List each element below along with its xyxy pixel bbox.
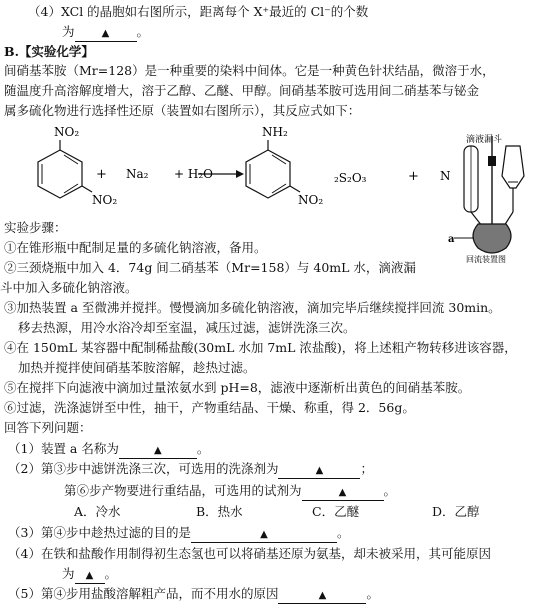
q4-text: 为 bbox=[62, 566, 75, 581]
step-1: ①在锥形瓶中配制足量的多硫化钠溶液，备用。 bbox=[4, 240, 267, 255]
answer-blank[interactable] bbox=[75, 27, 137, 42]
q2b-text: 第⑥步产物要进行重结晶，可选用的试剂为 bbox=[64, 483, 302, 498]
product-top-group: NH₂ bbox=[262, 125, 288, 139]
product-bottom-group: NO₂ bbox=[298, 193, 324, 207]
section-heading: B.【实验化学】 bbox=[4, 44, 94, 59]
triangle-marker-icon: ▲ bbox=[85, 570, 94, 581]
step-5: ⑤在搅拌下向滤液中滴加过量浓氨水到 pH=8，滤液中逐渐析出黄色的间硝基苯胺。 bbox=[4, 380, 471, 395]
reagent-water: + H₂O bbox=[174, 167, 213, 181]
question-4-line1: （4）在铁和盐酸作用制得初生态氢也可以将硝基还原为氨基，却未被采用，其可能原因 bbox=[8, 546, 491, 561]
three-neck-flask-icon bbox=[473, 224, 511, 253]
option-c[interactable]: C．乙醚 bbox=[312, 504, 360, 519]
reflux-apparatus-figure bbox=[448, 132, 552, 264]
flask-label: a bbox=[448, 234, 455, 245]
reactant-top-group: NO₂ bbox=[54, 125, 80, 139]
q4-top-prefix: 为 bbox=[62, 24, 75, 39]
triangle-marker-icon: ▲ bbox=[338, 487, 347, 498]
step-4-cont: 加热并搅拌使间硝基苯胺溶解，趁热过滤。 bbox=[18, 360, 256, 375]
q2-text: （2）第③步中滤饼洗涤三次，可选用的洗涤剂为 bbox=[8, 461, 279, 476]
reaction-scheme bbox=[0, 122, 460, 222]
byproduct: ₂S₂O₃ bbox=[334, 171, 367, 185]
q3-answer-blank[interactable] bbox=[191, 528, 337, 543]
q5-text: （5）第④步用盐酸溶解粗产品，而不用水的原因 bbox=[8, 586, 279, 601]
answer-title: 回答下列问题： bbox=[4, 420, 92, 435]
q2b-suffix: 。 bbox=[383, 483, 397, 498]
intro-line-2: 随温度升高溶解度增大，溶于乙醇、乙醚、甲醇。间硝基苯胺可选用间二硝基苯与铋金 bbox=[4, 83, 480, 98]
intro-line-3: 属多硫化物进行选择性还原（装置如右图所示），其反应式如下： bbox=[4, 103, 361, 118]
q4-top-suffix: 。 bbox=[136, 24, 150, 39]
question-2 bbox=[8, 461, 373, 479]
option-b[interactable]: B．热水 bbox=[196, 504, 243, 519]
option-d[interactable]: D．乙醇 bbox=[432, 504, 480, 519]
q4-answer-blank[interactable] bbox=[75, 569, 105, 584]
q4-top-line2 bbox=[62, 24, 149, 42]
intro-line-1: 间硝基苯胺（Mr=128）是一种重要的染料中间体。它是一种黄色针状结晶，微溶于水， bbox=[4, 63, 495, 78]
q5-suffix: 。 bbox=[366, 586, 379, 601]
q3-text: （3）第④步中趁热过滤的目的是 bbox=[8, 525, 191, 540]
m-nitroaniline-structure bbox=[246, 125, 323, 207]
triangle-marker-icon: ▲ bbox=[101, 28, 110, 39]
q1-text: （1）装置 a 名称为 bbox=[8, 441, 119, 456]
q5-answer-blank[interactable] bbox=[278, 589, 366, 604]
arrow-head-icon bbox=[236, 170, 244, 178]
q3-suffix: 。 bbox=[336, 525, 350, 540]
q2-suffix: ； bbox=[360, 461, 373, 476]
triangle-marker-icon: ▲ bbox=[260, 529, 268, 540]
plus-sign: + bbox=[96, 167, 107, 182]
question-2b bbox=[64, 483, 396, 501]
step-4: ④在 150mL 某容器中配制稀盐酸(30mL 水加 7mL 浓盐酸)，将上述粗产物转移进该容器， bbox=[4, 340, 517, 355]
triangle-marker-icon: ▲ bbox=[154, 445, 162, 456]
step-3-cont: 移去热源，用冷水浴冷却至室温，减压过滤，滤饼洗涤三次。 bbox=[18, 320, 356, 335]
reagent-sodium: Na₂ bbox=[126, 167, 149, 181]
question-4-line2 bbox=[62, 566, 117, 584]
q1-answer-blank[interactable] bbox=[119, 444, 197, 459]
steps-title: 实验步骤： bbox=[4, 220, 67, 235]
plus-sign-2: + bbox=[408, 169, 419, 184]
step-6: ⑥过滤，洗涤滤饼至中性，抽干，产物重结晶、干燥、称重，得 2．56g。 bbox=[4, 400, 415, 415]
funnel-label: 滴液漏斗 bbox=[466, 135, 503, 145]
q2-answer-blank[interactable] bbox=[278, 464, 360, 479]
q4-suffix: 。 bbox=[104, 566, 118, 581]
step-2: ②三颈烧瓶中加入 4．74g 间二硝基苯（Mr=158）与 40mL 水，滴液漏 bbox=[4, 260, 416, 275]
question-3 bbox=[8, 525, 349, 543]
question-1 bbox=[8, 441, 209, 459]
apparatus-caption: 回流装置图 bbox=[466, 255, 506, 264]
q4-top-line1: （4）XCl 的晶胞如右图所示，距离每个 X⁺最近的 Cl⁻的个数 bbox=[28, 4, 369, 19]
step-3: ③加热装置 a 至微沸并搅拌。慢慢滴加多硫化钠溶液，滴加完毕后继续搅拌回流 30min。 bbox=[4, 300, 501, 315]
question-5 bbox=[8, 586, 379, 604]
option-a[interactable]: A．冷水 bbox=[74, 504, 121, 519]
q1-suffix: 。 bbox=[196, 441, 210, 456]
triangle-marker-icon: ▲ bbox=[315, 465, 324, 476]
step-2-cont: 斗中加入多硫化钠溶液。 bbox=[0, 280, 138, 295]
m-dinitrobenzene-structure bbox=[38, 125, 117, 207]
triangle-marker-icon: ▲ bbox=[318, 590, 327, 601]
reactant-bottom-group: NO₂ bbox=[92, 193, 118, 207]
trailing-term: N bbox=[440, 169, 451, 183]
q2b-answer-blank[interactable] bbox=[302, 486, 384, 501]
